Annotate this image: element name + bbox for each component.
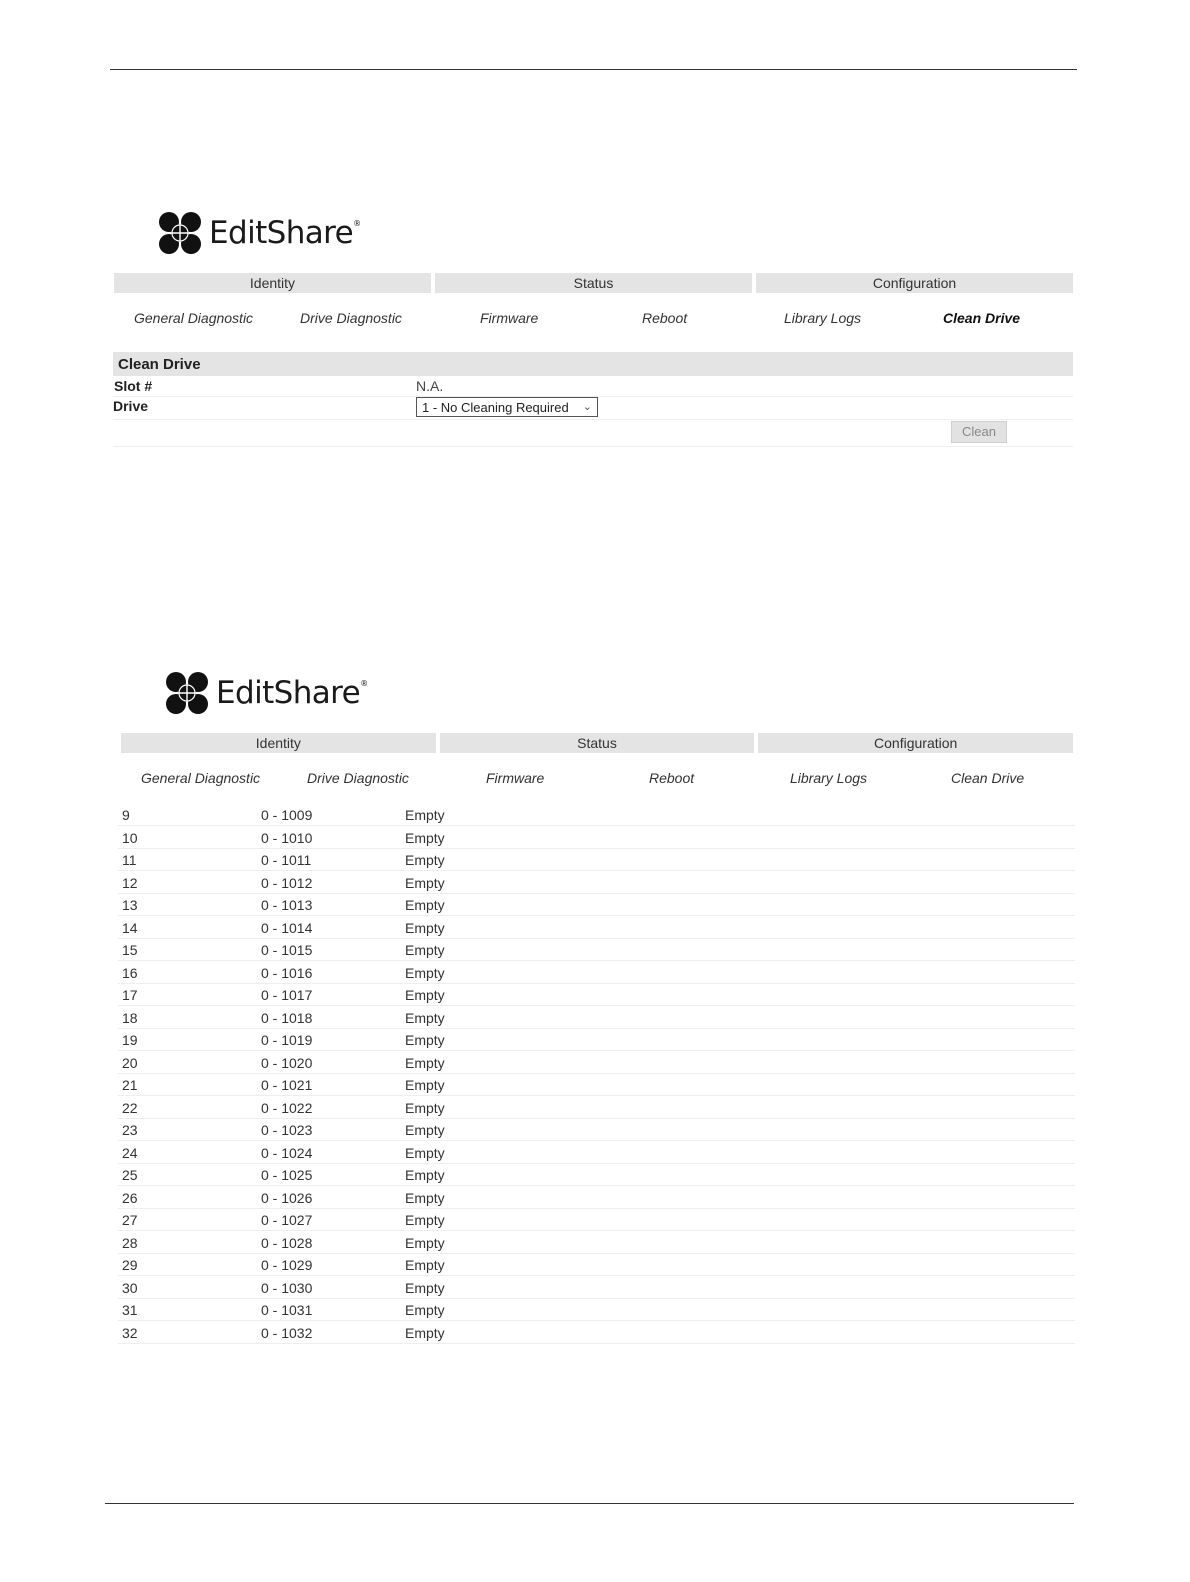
table-row <box>118 1164 1075 1186</box>
table-row <box>118 1007 1075 1029</box>
slot-status-cell: Empty <box>405 1324 445 1341</box>
slot-status-cell: Empty <box>405 1212 445 1228</box>
table-row <box>118 1119 1075 1141</box>
slot-status-cell: Empty <box>405 942 445 958</box>
slot-status-cell: Empty <box>405 987 445 1003</box>
table-row <box>118 962 1075 984</box>
slot-number-cell: 15 <box>122 942 138 958</box>
table-row <box>118 804 1075 826</box>
slot-number-cell: 27 <box>122 1212 138 1228</box>
slot-number-cell: 9 <box>122 807 130 823</box>
slot-address-cell: 0 - 1027 <box>261 1212 313 1228</box>
slot-number-cell: 31 <box>122 1302 138 1318</box>
tab-status[interactable]: Status <box>440 733 755 753</box>
table-row <box>118 917 1075 939</box>
slot-status-cell: Empty <box>405 1144 445 1161</box>
table-row <box>118 1277 1075 1299</box>
slot-address-cell: 0 - 1017 <box>261 987 313 1003</box>
table-row <box>118 939 1075 961</box>
slot-number-cell: 30 <box>122 1279 138 1296</box>
link-clean-drive[interactable]: Clean Drive <box>943 310 1021 326</box>
slot-number-cell: 32 <box>122 1324 138 1341</box>
slot-status-cell: Empty <box>405 919 445 936</box>
slot-address-cell: 0 - 1010 <box>261 829 313 846</box>
row-divider <box>118 1343 1075 1344</box>
table-row <box>118 1187 1075 1209</box>
slot-number-cell: 12 <box>122 874 138 891</box>
table-row <box>118 827 1075 849</box>
slot-address-cell: 0 - 1025 <box>261 1167 313 1183</box>
slot-address-cell: 0 - 1019 <box>261 1032 313 1048</box>
slot-number-cell: 21 <box>122 1077 138 1093</box>
slot-status-cell: Empty <box>405 1032 445 1048</box>
slot-status-cell: Empty <box>405 807 445 823</box>
slot-number-cell: 24 <box>122 1144 138 1161</box>
table-row <box>118 1232 1075 1254</box>
logo-wordmark: EditShare® <box>216 675 368 711</box>
link-clean-drive[interactable]: Clean Drive <box>951 770 1025 786</box>
slot-status-cell: Empty <box>405 1077 445 1093</box>
clean-button[interactable]: Clean <box>951 421 1007 443</box>
tab-status[interactable]: Status <box>435 273 752 293</box>
slot-address-cell: 0 - 1030 <box>261 1279 313 1296</box>
table-row <box>118 872 1075 894</box>
table-row <box>118 1299 1075 1321</box>
slot-address-cell: 0 - 1011 <box>261 852 312 868</box>
link-library-logs[interactable]: Library Logs <box>784 310 862 326</box>
table-row <box>118 1074 1075 1096</box>
slot-number-cell: 14 <box>122 919 138 936</box>
link-reboot[interactable]: Reboot <box>642 310 688 326</box>
slot-address-cell: 0 - 1028 <box>261 1234 313 1251</box>
editshare-logo-icon <box>164 670 210 716</box>
slot-status-cell: Empty <box>405 1234 445 1251</box>
chevron-down-icon: ⌄ <box>582 401 592 413</box>
slot-number-cell: 16 <box>122 964 138 981</box>
slot-status-cell: Empty <box>405 852 445 868</box>
slot-number-cell: 13 <box>122 897 138 913</box>
editshare-logo <box>164 670 368 716</box>
slot-status-cell: Empty <box>405 1054 445 1071</box>
slot-address-cell: 0 - 1012 <box>261 874 313 891</box>
slot-number-cell: 19 <box>122 1032 138 1048</box>
slot-number-cell: 23 <box>122 1122 138 1138</box>
table-row <box>118 1142 1075 1164</box>
slot-status-cell: Empty <box>405 829 445 846</box>
link-general-diagnostic[interactable]: General Diagnostic <box>141 770 261 786</box>
table-row <box>118 1097 1075 1119</box>
slot-number-cell: 11 <box>122 852 137 868</box>
slot-number-cell: 26 <box>122 1189 138 1206</box>
bottom-tab-bar <box>121 733 1073 753</box>
slot-status-cell: Empty <box>405 1257 445 1273</box>
slot-number-cell: 22 <box>122 1099 138 1116</box>
slot-status-cell: Empty <box>405 1302 445 1318</box>
slot-label: Slot # <box>114 378 153 394</box>
drive-label: Drive <box>113 398 149 414</box>
link-general-diagnostic[interactable]: General Diagnostic <box>134 310 254 326</box>
slot-status-cell: Empty <box>405 1167 445 1183</box>
slot-number-cell: 17 <box>122 987 138 1003</box>
slot-number-cell: 10 <box>122 829 138 846</box>
slot-status-cell: Empty <box>405 1122 445 1138</box>
slot-address-cell: 0 - 1029 <box>261 1257 313 1273</box>
table-row <box>118 1052 1075 1074</box>
slot-address-cell: 0 - 1015 <box>261 942 313 958</box>
slot-status-cell: Empty <box>405 1189 445 1206</box>
link-drive-diagnostic[interactable]: Drive Diagnostic <box>307 770 409 786</box>
slot-number-cell: 20 <box>122 1054 138 1071</box>
table-row <box>118 1254 1075 1276</box>
slot-address-cell: 0 - 1020 <box>261 1054 313 1071</box>
drive-select-value: 1 - No Cleaning Required <box>422 400 569 415</box>
slot-address-cell: 0 - 1022 <box>261 1099 313 1116</box>
link-library-logs[interactable]: Library Logs <box>790 770 868 786</box>
table-row <box>118 1322 1075 1344</box>
link-reboot[interactable]: Reboot <box>649 770 695 786</box>
bottom-sub-nav <box>0 770 1190 790</box>
table-row <box>118 984 1075 1006</box>
link-firmware[interactable]: Firmware <box>486 770 545 786</box>
slot-address-cell: 0 - 1013 <box>261 897 313 913</box>
slot-status-cell: Empty <box>405 897 445 913</box>
slot-status-cell: Empty <box>405 1099 445 1116</box>
slot-address-cell: 0 - 1026 <box>261 1189 313 1206</box>
slot-address-cell: 0 - 1032 <box>261 1324 313 1341</box>
tab-configuration[interactable]: Configuration <box>756 273 1073 293</box>
slot-address-cell: 0 - 1031 <box>261 1302 313 1318</box>
clean-drive-section-title: Clean Drive <box>113 352 1073 376</box>
slot-status-cell: Empty <box>405 1279 445 1296</box>
slot-address-cell: 0 - 1014 <box>261 919 313 936</box>
slot-address-cell: 0 - 1009 <box>261 807 313 823</box>
slot-address-cell: 0 - 1023 <box>261 1122 313 1138</box>
slot-number-cell: 28 <box>122 1234 138 1251</box>
slot-number-cell: 18 <box>122 1009 138 1026</box>
logo-wordmark: EditShare® <box>209 215 361 251</box>
link-firmware[interactable]: Firmware <box>480 310 539 326</box>
slot-number-cell: 25 <box>122 1167 138 1183</box>
slot-status-cell: Empty <box>405 874 445 891</box>
slot-status-cell: Empty <box>405 964 445 981</box>
tab-identity[interactable]: Identity <box>121 733 436 753</box>
slot-number-cell: 29 <box>122 1257 138 1273</box>
footer-rule <box>105 1503 1074 1504</box>
tab-configuration[interactable]: Configuration <box>758 733 1073 753</box>
link-drive-diagnostic[interactable]: Drive Diagnostic <box>300 310 402 326</box>
slot-status-cell: Empty <box>405 1009 445 1026</box>
slot-value: N.A. <box>416 378 444 394</box>
slot-address-cell: 0 - 1021 <box>261 1077 313 1093</box>
tab-identity[interactable]: Identity <box>114 273 431 293</box>
table-row <box>118 1029 1075 1051</box>
slot-address-cell: 0 - 1018 <box>261 1009 313 1026</box>
table-row <box>118 849 1075 871</box>
slot-address-cell: 0 - 1016 <box>261 964 313 981</box>
slot-table <box>118 804 1075 1341</box>
table-row <box>118 1209 1075 1231</box>
slot-address-cell: 0 - 1024 <box>261 1144 313 1161</box>
table-row <box>118 894 1075 916</box>
